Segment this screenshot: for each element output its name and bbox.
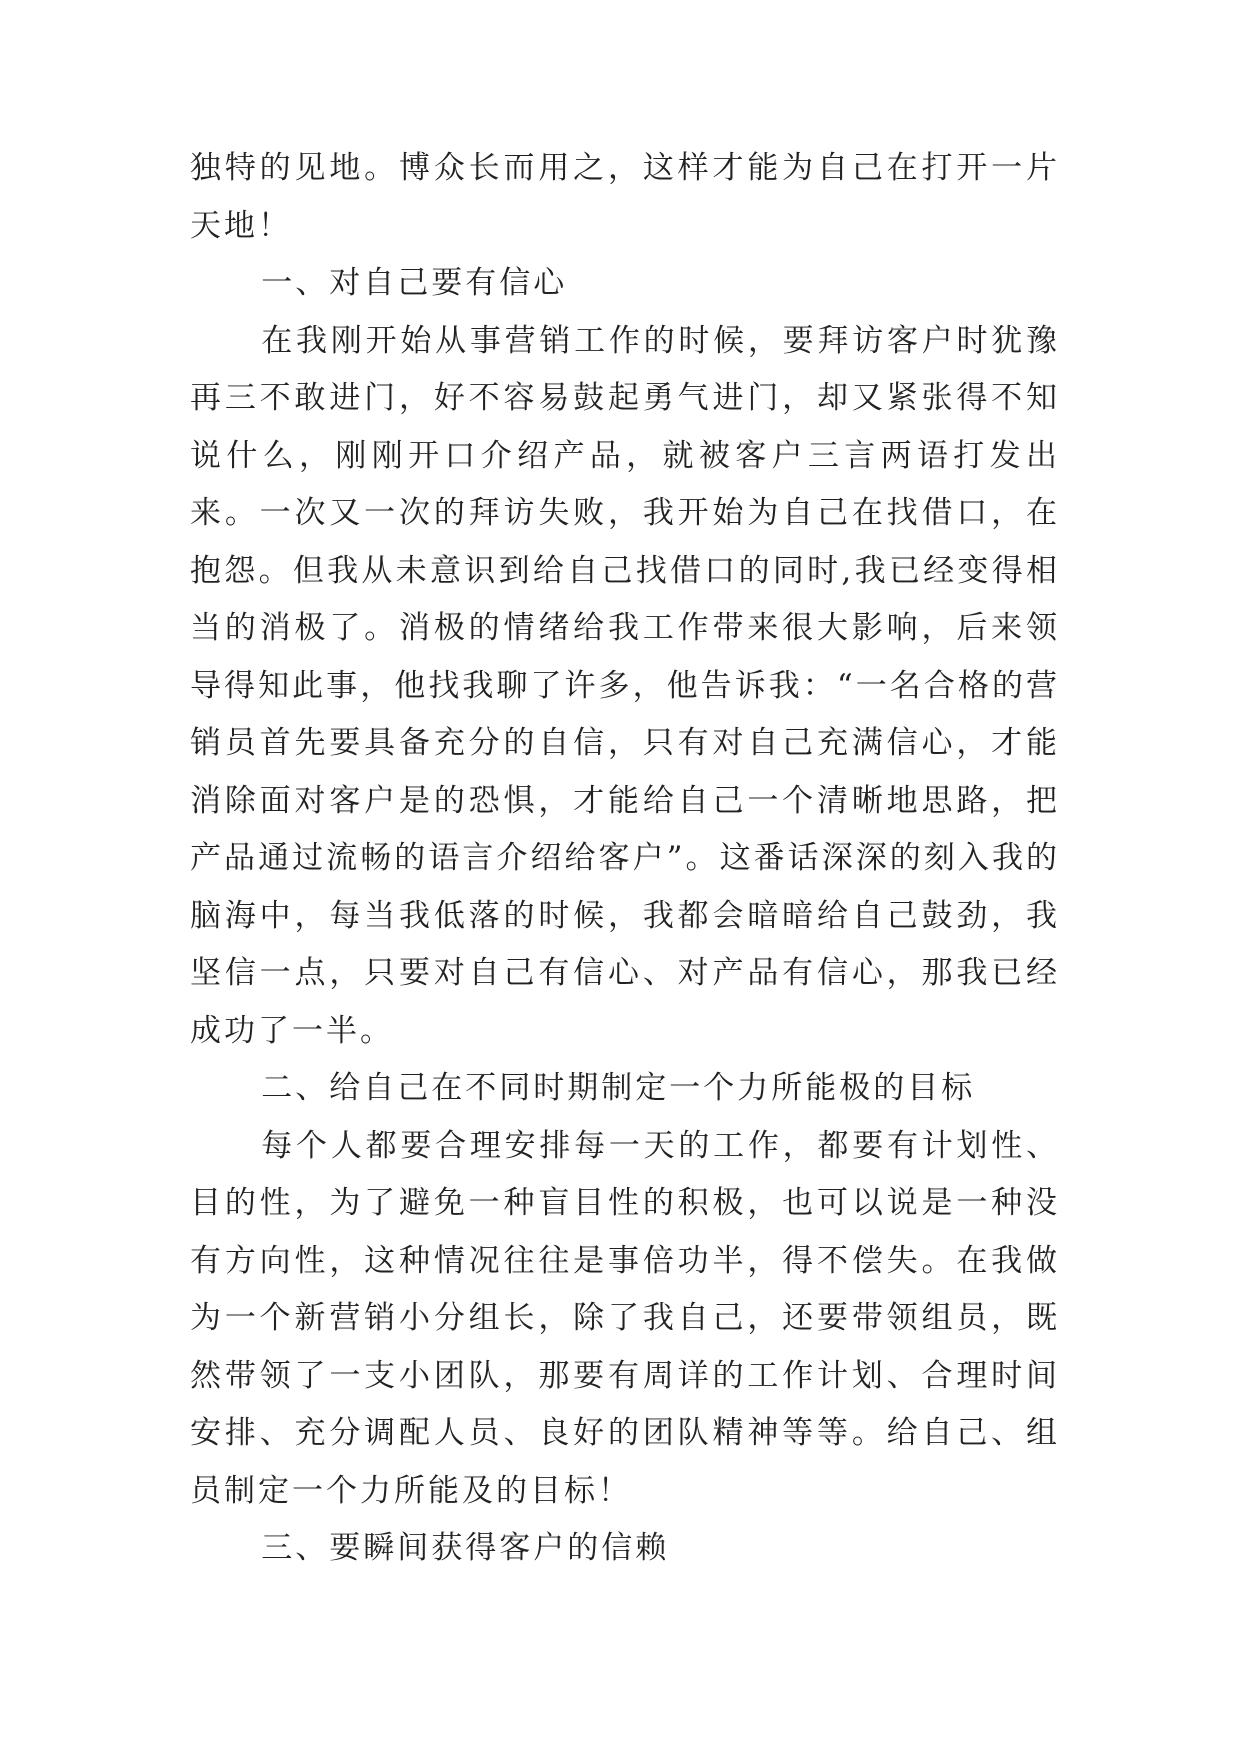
section-heading-1: 一、对自己要有信心	[261, 265, 568, 301]
paragraph-confidence: 在我刚开始从事营销工作的时候，要拜访客户时犹豫再三不敢进门，好不容易鼓起勇气进门，却又紧张得不知说什么，刚刚开口介绍产品，就被客户三言两语打发出来。一次又一次的拜访失败，我开始为自己在找借口，在抱怨。但我从未意识到给自己找借口的同时,我已经变得相当的消极了。消极的情绪给我工作带来很大影响，后来领导得知此事，他找我聊了许多，他告诉我：“一名合格的营销员首先要具备充分的自信，只有对自己充满信心，才能消除面对客户是的恐惧，才能给自己一个清晰地思路，把产品通过流畅的语言介绍给客户”。这番话深深的刻入我的脑海中，每当我低落的时候，我都会暗暗给自己鼓劲，我坚信一点，只要对自己有信心、对产品有信心，那我已经成功了一半。	[190, 322, 1060, 1049]
paragraph-goals: 每个人都要合理安排每一天的工作，都要有计划性、目的性，为了避免一种盲目性的积极，也可以说是一种没有方向性，这种情况往往是事倍功半，得不偿失。在我做为一个新营销小分组长，除了我自己，还要带领组员，既然带领了一支小团队，那要有周详的工作计划、合理时间安排、充分调配人员、良好的团队精神等等。给自己、组员制定一个力所能及的目标！	[190, 1127, 1060, 1509]
section-heading-3: 三、要瞬间获得客户的信赖	[261, 1530, 670, 1566]
paragraph-continuation: 独特的见地。博众长而用之，这样才能为自己在打开一片天地！	[190, 150, 1060, 244]
document-body	[190, 140, 1060, 1578]
section-heading-2: 二、给自己在不同时期制定一个力所能极的目标	[261, 1070, 976, 1106]
